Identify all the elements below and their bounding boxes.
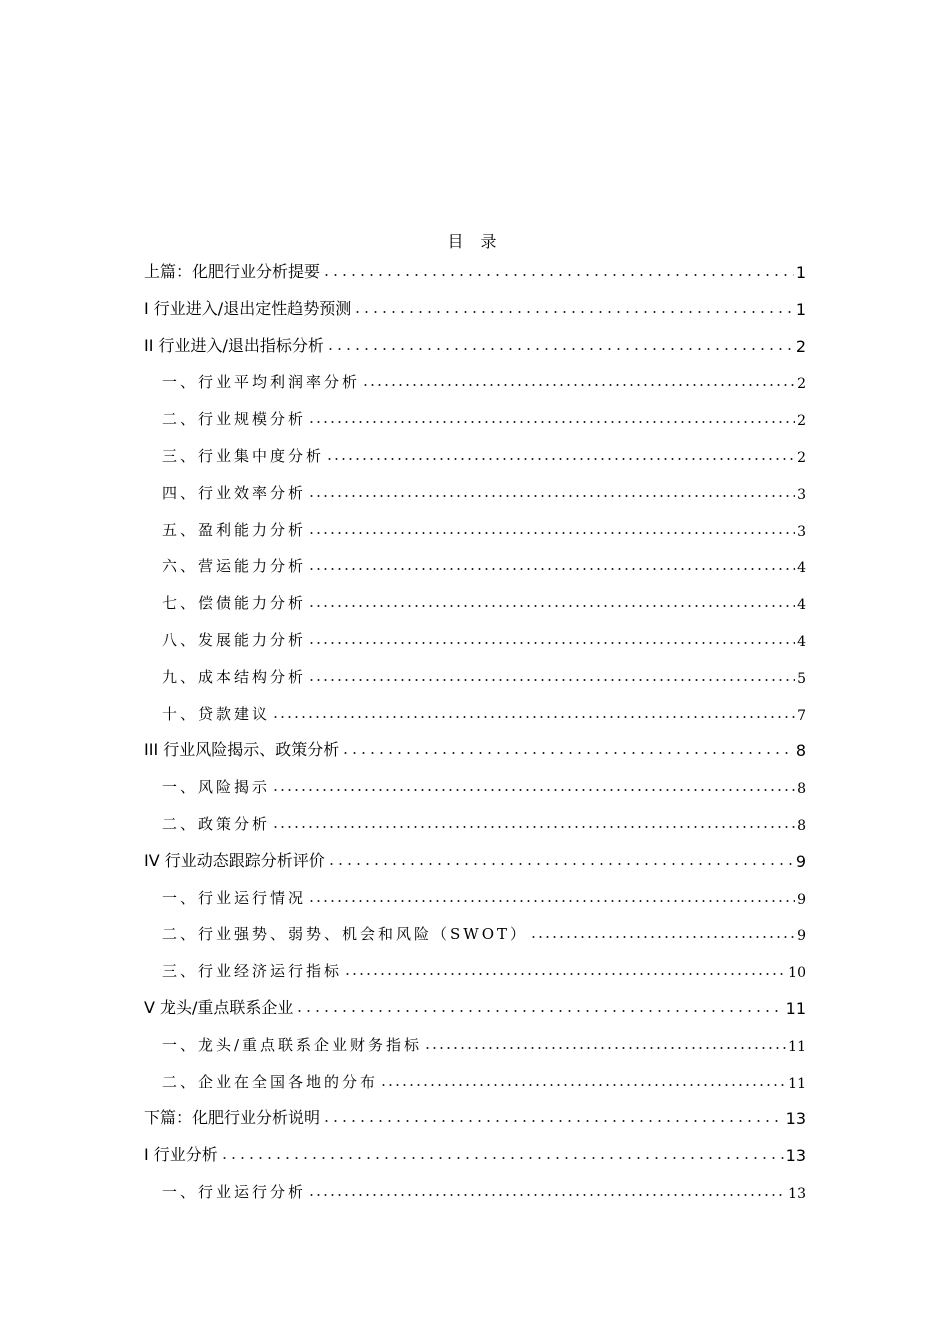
toc-leader-dots [530, 933, 795, 939]
toc-leader-dots [308, 602, 795, 608]
toc-entry[interactable] [162, 440, 806, 466]
toc-leader-dots [326, 345, 794, 351]
toc-entry[interactable] [144, 992, 806, 1018]
toc-entry-label: 下篇：化肥行业分析说明 [144, 1108, 321, 1127]
toc-entry[interactable] [162, 514, 806, 540]
toc-entry-page: 10 [788, 965, 806, 981]
toc-entry[interactable] [162, 661, 806, 687]
toc-leader-dots [272, 713, 795, 719]
toc-entry-label: 八、发展能力分析 [162, 631, 307, 649]
toc-entry-page: 13 [785, 1146, 806, 1165]
toc-entry[interactable] [162, 771, 806, 797]
toc-entry-page: 5 [797, 671, 806, 687]
toc-leader-dots [353, 308, 794, 314]
toc-leader-dots [344, 970, 786, 976]
toc-entry[interactable] [144, 293, 806, 319]
toc-entry-label: 一、行业运行分析 [162, 1183, 307, 1201]
toc-leader-dots [308, 418, 795, 424]
toc-entry[interactable] [162, 477, 806, 503]
toc-leader-dots [341, 749, 794, 755]
toc-entry-page: 7 [797, 708, 806, 724]
toc-entry-label: 二、行业强势、弱势、机会和风险（SWOT） [162, 925, 528, 943]
toc-entry-page: 9 [797, 892, 806, 908]
toc-leader-dots [308, 897, 795, 903]
toc-leader-dots [322, 271, 794, 277]
toc-entry[interactable] [162, 955, 806, 981]
toc-entry-page: 13 [788, 1186, 806, 1202]
toc-entry-label: 二、企业在全国各地的分布 [162, 1073, 379, 1091]
toc-entry[interactable] [144, 256, 806, 282]
toc-leader-dots [308, 1191, 786, 1197]
toc-leader-dots [322, 1117, 784, 1123]
toc-entry-label: 二、政策分析 [162, 815, 271, 833]
toc-entry-page: 2 [795, 337, 806, 356]
toc-entry[interactable] [162, 587, 806, 613]
toc-entry-page: 2 [797, 450, 806, 466]
toc-entry[interactable] [144, 1102, 806, 1128]
toc-entry-label: I 行业进入/退出定性趋势预测 [144, 299, 352, 318]
toc-entry-page: 9 [797, 928, 806, 944]
toc-leader-dots [295, 1007, 783, 1013]
toc-leader-dots [308, 529, 795, 535]
toc-entry-label: 十、贷款建议 [162, 705, 271, 723]
toc-entry[interactable] [162, 808, 806, 834]
toc-entry[interactable] [162, 1029, 806, 1055]
toc-entry-label: 一、龙头/重点联系企业财务指标 [162, 1036, 423, 1054]
toc-entry[interactable] [144, 1139, 806, 1165]
toc-entry[interactable] [162, 550, 806, 576]
toc-entry-page: 4 [797, 560, 806, 576]
toc-leader-dots [272, 786, 795, 792]
toc-entry-label: 一、行业平均利润率分析 [162, 373, 361, 391]
toc-entry-page: 8 [797, 818, 806, 834]
toc-entry[interactable] [162, 624, 806, 650]
toc-leader-dots [326, 455, 795, 461]
toc-entry-label: V 龙头/重点联系企业 [144, 998, 294, 1017]
toc-entry[interactable] [144, 734, 806, 760]
toc-entry-label: IV 行业动态跟踪分析评价 [144, 851, 325, 870]
toc-leader-dots [308, 639, 795, 645]
toc-entry-label: 六、营运能力分析 [162, 557, 307, 575]
toc-entry-label: II 行业进入/退出指标分析 [144, 336, 324, 355]
toc-entry-page: 13 [785, 1109, 806, 1128]
toc-entry-page: 9 [795, 852, 806, 871]
toc-entry[interactable] [162, 403, 806, 429]
toc-entry-label: 三、行业经济运行指标 [162, 962, 343, 980]
toc-leader-dots [308, 565, 795, 571]
toc-leader-dots [424, 1044, 786, 1050]
toc-entry[interactable] [162, 1176, 806, 1202]
toc-leader-dots [220, 1154, 784, 1160]
toc-entry-page: 4 [797, 634, 806, 650]
toc-entry-label: 九、成本结构分析 [162, 668, 307, 686]
toc-entry-page: 2 [797, 376, 806, 392]
toc-entry-page: 4 [797, 597, 806, 613]
toc-entry[interactable] [162, 1066, 806, 1092]
toc-entry-page: 1 [795, 300, 806, 319]
toc-entry-label: 四、行业效率分析 [162, 484, 307, 502]
toc-entry-label: 上篇：化肥行业分析提要 [144, 262, 321, 281]
toc-entry[interactable] [162, 366, 806, 392]
toc-entry-page: 2 [797, 413, 806, 429]
toc-leader-dots [272, 823, 795, 829]
toc-entry-label: 二、行业规模分析 [162, 410, 307, 428]
toc-leader-dots [308, 492, 795, 498]
toc-leader-dots [380, 1081, 786, 1087]
toc-entry-page: 11 [788, 1076, 806, 1092]
toc-leader-dots [308, 676, 795, 682]
toc-leader-dots [327, 860, 794, 866]
toc-entry[interactable] [162, 918, 806, 944]
toc-entry-page: 1 [795, 263, 806, 282]
toc-title: 目 录 [447, 232, 503, 251]
toc-entry-label: III 行业风险揭示、政策分析 [144, 740, 340, 759]
toc-entry[interactable] [144, 845, 806, 871]
toc-entry-page: 8 [795, 741, 806, 760]
toc-entry[interactable] [144, 330, 806, 356]
toc-entry-label: 七、偿债能力分析 [162, 594, 307, 612]
toc-entry-label: 三、行业集中度分析 [162, 447, 325, 465]
toc-entry-label: 一、风险揭示 [162, 778, 271, 796]
toc-entry-page: 8 [797, 781, 806, 797]
toc-entry-page: 11 [788, 1039, 806, 1055]
toc-entry-page: 3 [797, 524, 806, 540]
toc-entry-label: 五、盈利能力分析 [162, 521, 307, 539]
toc-leader-dots [362, 381, 795, 387]
toc-entry-label: I 行业分析 [144, 1145, 218, 1164]
toc-entry[interactable] [162, 882, 806, 908]
toc-entry-label: 一、行业运行情况 [162, 889, 307, 907]
toc-entry-page: 11 [785, 999, 806, 1018]
toc-entry-page: 3 [797, 487, 806, 503]
toc-entry[interactable] [162, 698, 806, 724]
